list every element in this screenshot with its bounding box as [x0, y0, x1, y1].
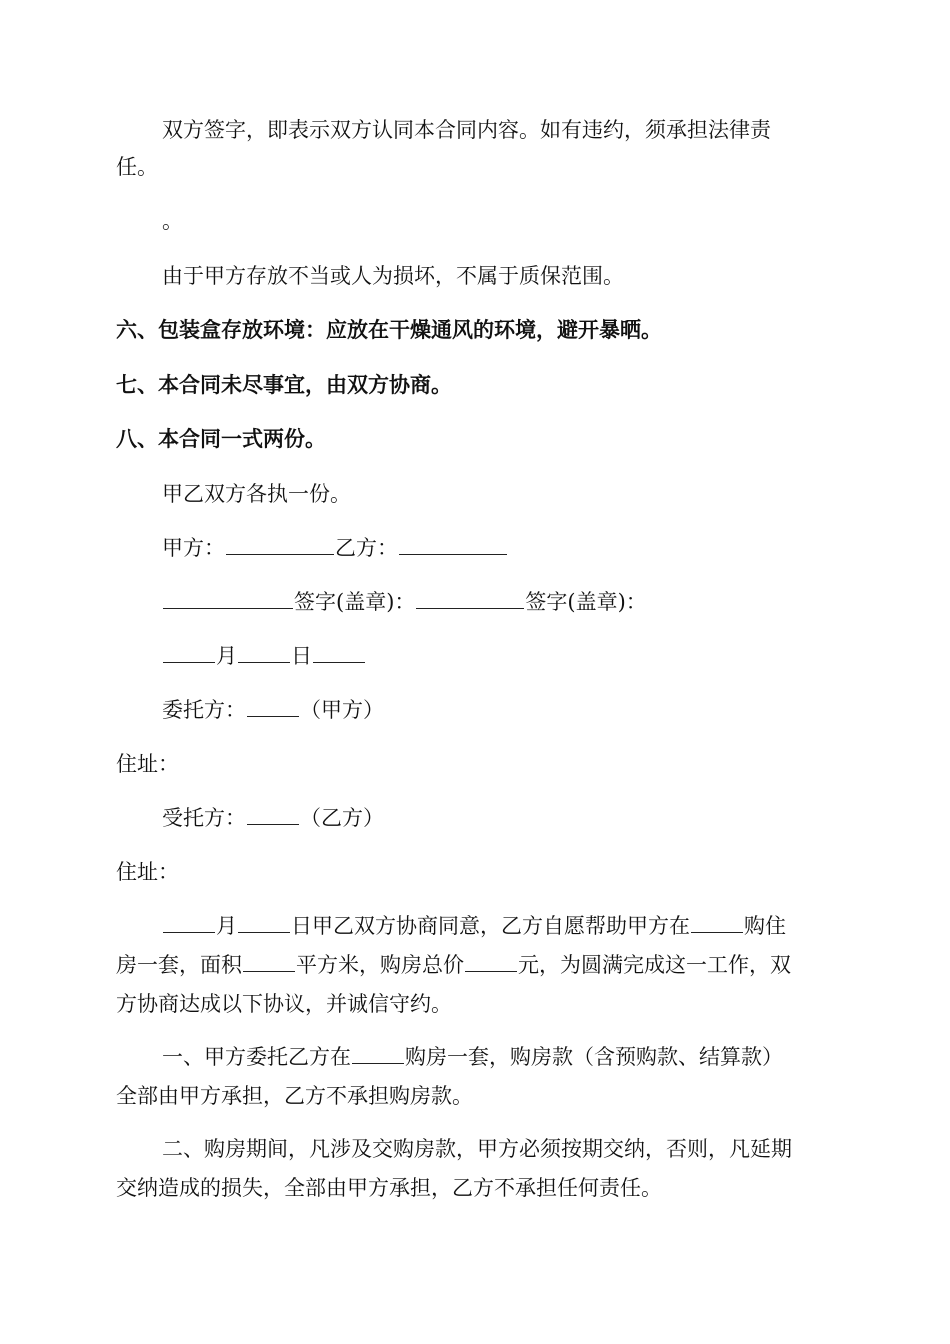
intro-month-blank: [238, 931, 290, 933]
agent-address-label: 住址：: [116, 860, 179, 884]
agent-line: [162, 808, 384, 829]
party-a-blank: [226, 553, 334, 555]
agent-label: 受托方：: [162, 806, 246, 830]
clause-2-line2: 交纳造成的损失，全部由甲方承担，乙方不承担任何责任。: [116, 1176, 662, 1200]
intro-agreement-text: 日甲乙双方协商同意，乙方自愿帮助甲方在: [291, 914, 690, 938]
intro-price-text: 平方米，购房总价: [296, 953, 464, 977]
year-blank: [163, 661, 215, 663]
clause-8-heading: 八、本合同一式两份。: [116, 427, 326, 451]
intro-location-blank: [691, 931, 743, 933]
clause-1-location-blank: [352, 1062, 404, 1064]
signature-line: [162, 592, 647, 613]
paragraph-warranty-exclusion: 由于甲方存放不当或人为损坏，不属于质保范围。: [162, 264, 624, 288]
intro-line1: [162, 916, 786, 937]
signature-a-blank: [163, 607, 293, 609]
clause-7-heading: 七、本合同未尽事宜，由双方协商。: [116, 373, 452, 397]
intro-goal-text: 元，为圆满完成这一工作，双: [518, 953, 791, 977]
principal-label: 委托方：: [162, 698, 246, 722]
clause-6-heading: 六、包装盒存放环境：应放在干燥通风的环境，避开暴晒。: [116, 318, 662, 342]
intro-line2: [116, 955, 791, 976]
intro-month-text: 月: [216, 914, 237, 938]
agent-role: （乙方）: [300, 806, 384, 830]
intro-year-blank: [163, 931, 215, 933]
intro-price-blank: [465, 970, 517, 972]
signature-b-blank: [416, 607, 524, 609]
party-a-label: 甲方：: [162, 536, 225, 560]
date-line: [162, 646, 366, 667]
day-label: 日: [291, 644, 312, 668]
paragraph-period: 。: [162, 209, 183, 233]
clause-2-line1: 二、购房期间，凡涉及交购房款，甲方必须按期交纳，否则，凡延期: [162, 1137, 792, 1161]
signature-a-label: 签字(盖章)：: [294, 590, 416, 614]
clause-1-text-b: 购房一套，购房款（含预购款、结算款）: [405, 1045, 783, 1069]
party-b-label: 乙方：: [335, 536, 398, 560]
clause-1-line1: [162, 1047, 783, 1068]
clause-1-line2: 全部由甲方承担，乙方不承担购房款。: [116, 1084, 473, 1108]
intro-area-blank: [243, 970, 295, 972]
paragraph-signature-agreement-line1: 双方签字，即表示双方认同本合同内容。如有违约，须承担法律责: [162, 118, 771, 142]
paragraph-signature-agreement-line2: 任。: [116, 155, 158, 179]
clause-1-text-a: 一、甲方委托乙方在: [162, 1045, 351, 1069]
day-blank: [313, 661, 365, 663]
intro-line3: 方协商达成以下协议，并诚信守约。: [116, 992, 452, 1016]
party-line: [162, 538, 508, 559]
principal-address-label: 住址：: [116, 752, 179, 776]
month-label: 月: [216, 644, 237, 668]
signature-b-label: 签字(盖章)：: [525, 590, 647, 614]
principal-line: [162, 700, 384, 721]
principal-blank: [247, 715, 299, 717]
principal-role: （甲方）: [300, 698, 384, 722]
paragraph-copies: 甲乙双方各执一份。: [162, 482, 351, 506]
agent-blank: [247, 823, 299, 825]
intro-purchase-text: 购住: [744, 914, 786, 938]
month-blank: [238, 661, 290, 663]
party-b-blank: [399, 553, 507, 555]
intro-area-text: 房一套，面积: [116, 953, 242, 977]
